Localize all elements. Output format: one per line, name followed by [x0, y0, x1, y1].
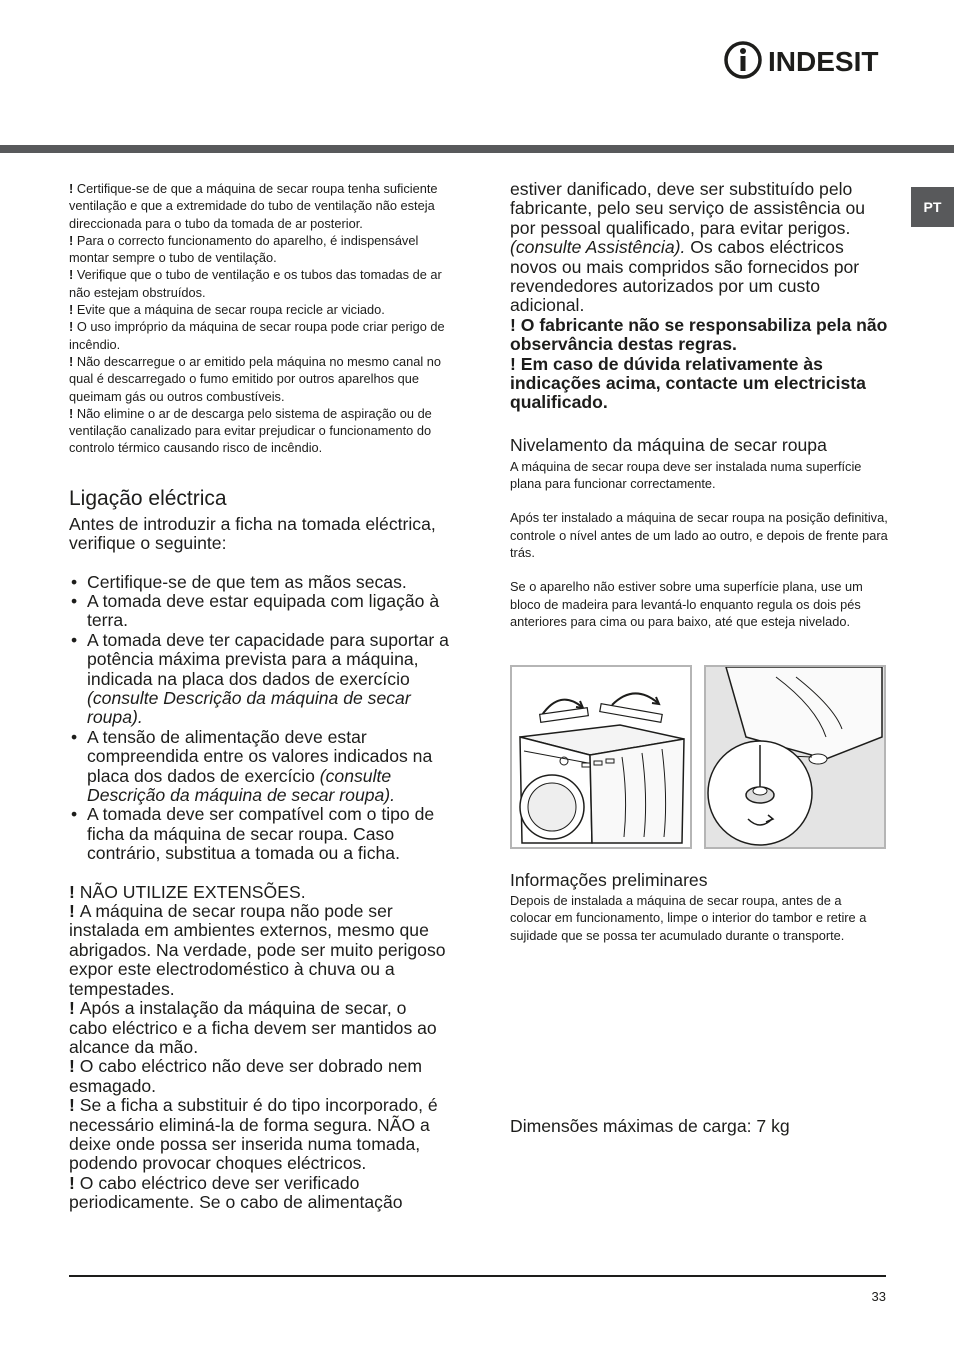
note-item: ! A máquina de secar roupa não pode ser instalada em ambientes externos, mesmo que abrigados. Na verdade, pode ser muito perigoso expor este electrodoméstico à chuva ou a tempestades. — [69, 901, 446, 999]
indesit-logo — [724, 40, 886, 80]
warning-item: ! Verifique que o tubo de ventilação e os tubos das tomadas de ar não estejam obstruídos. — [69, 267, 442, 300]
list-item: • A tensão de alimentação deve estar compreendida entre os valores indicados na placa dos dados de exercício (consulte Descrição da máquina de secar roupa). — [69, 728, 449, 806]
section-title-preliminary: Informações preliminares — [510, 870, 708, 890]
section-title-leveling: Nivelamento da máquina de secar roupa — [510, 434, 827, 455]
header-bar — [0, 145, 954, 153]
cable-continued-paragraph: estiver danificado, deve ser substituído pelo fabricante, pelo seu serviço de assistência ou por pessoal qualificado, para evitar perigos. (consulte Assistência). Os cabos eléctricos novos ou mais compridos são fornecidos por revendedores autorizados por um custo adicional. — [510, 179, 866, 316]
warning-item: ! Não elimine o ar de descarga pelo sistema de aspiração ou de ventilação canalizado para evitar prejudicar o funcionamento do controlo térmico causando risco de incêndio. — [69, 405, 432, 456]
preliminary-section — [510, 870, 880, 944]
leveling-paragraph: Após ter instalado a máquina de secar roupa na posição definitiva, controle o nível antes de um lado ao outro, e depois de frente para trás. — [510, 510, 888, 561]
adjustable-foot-illustration — [704, 665, 886, 849]
leveling-illustrations — [510, 665, 886, 847]
list-item: • A tomada deve estar equipada com ligação à terra. — [69, 592, 449, 631]
max-load-section — [510, 1116, 890, 1136]
electrical-notes — [69, 883, 449, 1213]
leveling-paragraph: A máquina de secar roupa deve ser instalada numa superfície plana para funcionar correctamente. — [510, 458, 862, 492]
electrical-intro: Antes de introduzir a ficha na tomada eléctrica, verifique o seguinte: — [69, 513, 436, 554]
note-item: ! Após a instalação da máquina de secar, o cabo eléctrico e a ficha devem ser mantidos ao alcance da mão. — [69, 998, 437, 1057]
preliminary-paragraph: Depois de instalada a máquina de secar roupa, antes de a colocar em funcionamento, limpe o interior do tambor e retire a sujidade que se possa ter acumulado durante o transporte. — [510, 893, 867, 943]
left-column — [69, 180, 449, 1213]
note-item: ! NÃO UTILIZE EXTENSÕES. — [69, 881, 306, 902]
responsibility-note: ! O fabricante não se responsabiliza pela não observância destas regras. — [510, 314, 888, 355]
list-item: • A tomada deve ser compatível com o tipo de ficha da máquina de secar roupa. Caso contrário, substitua a tomada ou a ficha. — [69, 805, 449, 863]
list-item: • A tomada deve ter capacidade para suportar a potência máxima prevista para a máquina, indicada na placa dos dados de exercício (consulte Descrição da máquina de secar roupa). — [69, 631, 449, 728]
electrical-checklist — [69, 573, 449, 864]
right-column — [510, 180, 890, 630]
leveling-paragraph: Se o aparelho não estiver sobre uma superfície plana, use um bloco de madeira para levantá-lo enquanto regula os dois pés anteriores para cima ou para baixo, até que esteja nivelado. — [510, 579, 863, 629]
warning-item: ! Para o correcto funcionamento do aparelho, é indispensável montar sempre o tubo de ventilação. — [69, 232, 419, 266]
section-title-electrical: Ligação eléctrica — [69, 486, 227, 510]
warning-item: ! O uso impróprio da máquina de secar roupa pode criar perigo de incêndio. — [69, 319, 445, 352]
note-item: ! O cabo eléctrico deve ser verificado periodicamente. Se o cabo de alimentação — [69, 1172, 403, 1213]
ventilation-warnings — [69, 180, 449, 457]
dryer-top-level-illustration — [510, 665, 692, 849]
warning-item: ! Evite que a máquina de secar roupa recicle ar viciado. — [69, 302, 385, 318]
note-item: ! O cabo eléctrico não deve ser dobrado nem esmagado. — [69, 1056, 423, 1096]
language-tab: PT — [911, 187, 954, 227]
electrician-note: ! Em caso de dúvida relativamente às indicações acima, contacte um electricista qualificado. — [510, 353, 866, 413]
max-load-text: Dimensões máximas de carga: 7 kg — [510, 1116, 790, 1136]
footer-rule — [69, 1275, 886, 1277]
list-item: • Certifique-se de que tem as mãos secas. — [69, 573, 449, 592]
brand-wordmark: INDESIT — [768, 46, 879, 77]
warning-item: ! Certifique-se de que a máquina de secar roupa tenha suficiente ventilação e que a extremidade do tubo de ventilação não esteja direccionada para o tubo da tomada de ar posterior. — [69, 181, 438, 231]
page-number: 33 — [871, 1289, 886, 1304]
warning-item: ! Não descarregue o ar emitido pela máquina no mesmo canal no qual é descarregado o fumo emitido por outros aparelhos que queimam gás ou outros combustíveis. — [69, 353, 442, 404]
note-item: ! Se a ficha a substituir é do tipo incorporado, é necessário eliminá-la de forma segura. NÃO a deixe onde possa ser inserida numa tomada, podendo provocar choques eléctricos. — [69, 1095, 438, 1174]
